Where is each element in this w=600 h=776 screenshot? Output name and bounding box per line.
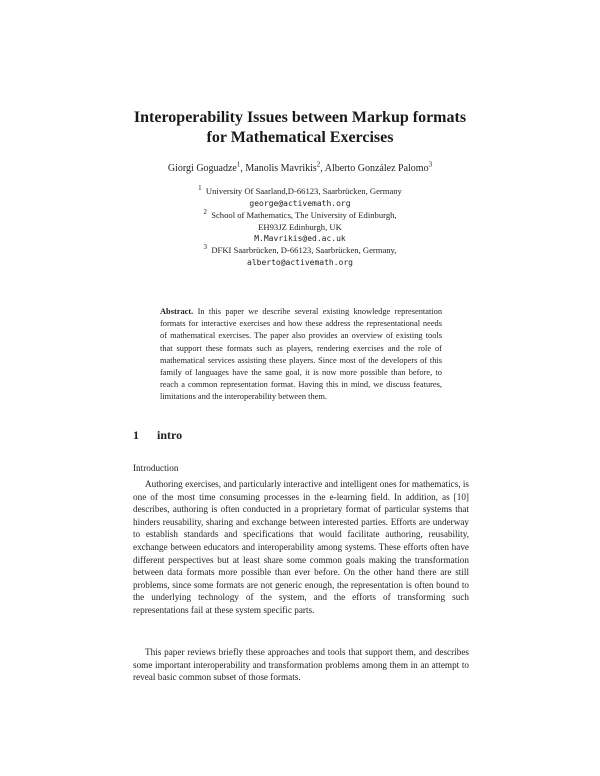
section-heading <box>133 428 182 443</box>
affiliation-1 <box>150 186 450 209</box>
affiliation-3-mark: 3 <box>203 243 208 252</box>
affiliation-3-email: alberto@activemath.org <box>247 257 353 267</box>
affiliation-3 <box>150 245 450 268</box>
affiliation-1-email: george@activemath.org <box>249 198 351 208</box>
author-3-mark: 3 <box>428 160 433 169</box>
author-sep: , <box>320 163 325 174</box>
title-line-1: Interoperability Issues between Markup formats <box>133 109 467 126</box>
affiliation-2-mark: 2 <box>203 208 207 217</box>
author-list <box>100 162 500 176</box>
author-3: Alberto González Palomo <box>324 163 429 174</box>
affiliation-1-line: University Of Saarland,D-66123, Saarbrücken, Germany <box>205 186 402 196</box>
author-2: Manolis Mavrikis <box>245 163 317 174</box>
abstract <box>160 306 442 404</box>
section-number: 1 <box>133 428 139 442</box>
abstract-text: In this paper we describe several existing knowledge representation formats for interactive exercises and how these address the representational needs of mathematical exercises. The paper also provides an overview of existing tools that support these formats such as players, rendering exercises and the role of mathematical services assisting these players. Since most of the developers of this family of languages have the same goal, it is now more possible than before, to reach a common representation format. Having this in mind, we discuss features, limitations and the interoperability between them. <box>160 307 443 402</box>
title-line-2: for Mathematical Exercises <box>206 129 394 146</box>
section-title: intro <box>157 428 183 442</box>
body-paragraph-2: This paper reviews briefly these approaches and tools that support them, and describes some important interoperability and transformation problems among them in an attempt to reveal basic common subset of those formats. <box>133 647 469 683</box>
author-2-mark: 2 <box>316 160 321 169</box>
affiliation-2-line-2: EH93JZ Edinburgh, UK <box>258 221 342 232</box>
affiliation-2-email: M.Mavrikis@ed.ac.uk <box>254 234 346 243</box>
paper-title <box>100 108 500 148</box>
body-paragraph-1: Authoring exercises, and particularly interactive and intelligent ones for mathematics, is one of the most time consuming processes in the e-learning field. In addition, as [10] describes, authoring is often conducted in a proprietary format of particular systems that hinders reusability, sharing and exchange between interested parties. Efforts are underway to establish standards and specifications that would facilitate authoring, reusability, exchange between educators and interoperability among systems. These efforts often have different perspectives but at least share some common goals making the transformation between data formats more possible than ever before. On the other hand there are still problems, since some formats are not generic enough, the representation is often bound to the underlying technology of the system, and the efforts of transforming such representations fail at these system specific parts. <box>133 479 470 615</box>
author-1: Giorgi Goguadze <box>167 163 237 174</box>
abstract-label: Abstract. <box>160 307 194 316</box>
affiliation-2-line-1: School of Mathematics, The University of Edinburgh, <box>211 210 397 220</box>
author-sep: , <box>240 163 246 174</box>
subheading: Introduction <box>133 463 179 473</box>
affiliation-2 <box>150 210 450 245</box>
author-1-mark: 1 <box>236 160 241 169</box>
affiliation-3-line: DFKI Saarbrücken, D-66123, Saarbrücken, Germany, <box>211 245 397 255</box>
affiliation-1-mark: 1 <box>198 184 202 193</box>
